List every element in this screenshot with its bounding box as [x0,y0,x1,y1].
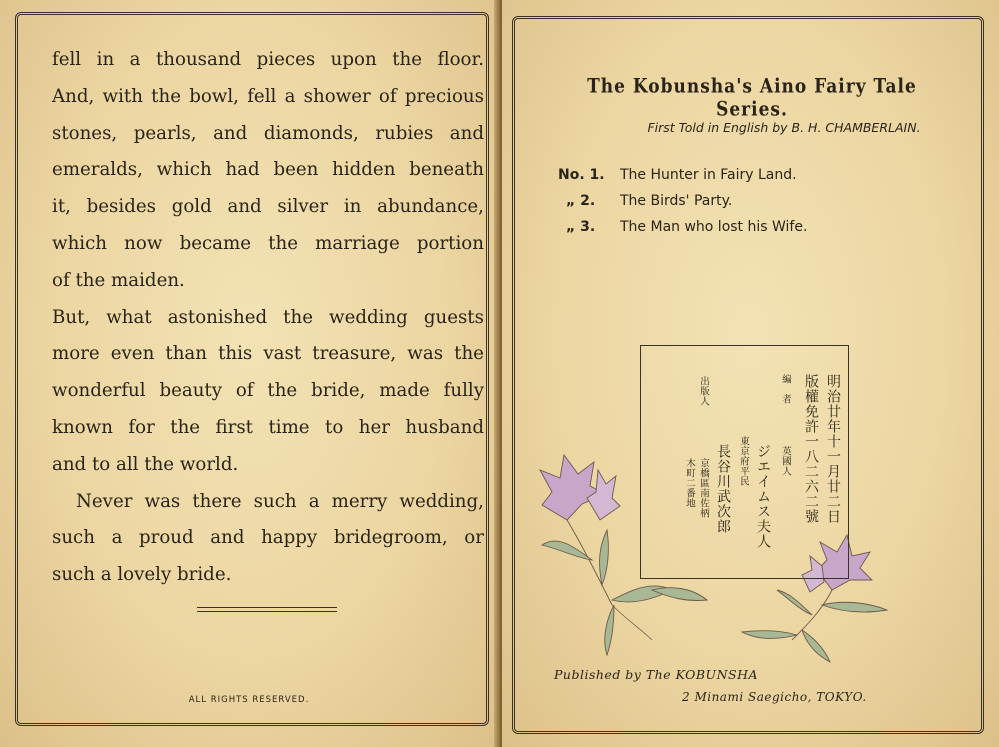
word: beneath [409,159,484,181]
word: fell [52,49,82,70]
list-item-number: „ 3. [566,219,596,235]
word: for [128,416,155,438]
word: such [52,527,95,549]
word: had [225,159,260,181]
word: and [213,122,248,144]
word: the [151,85,181,107]
word: wonderful [52,380,146,402]
word: bride, [311,380,366,402]
publisher-address: 2 Minami Saegicho, TOKYO. [682,690,867,704]
word: the [268,232,298,254]
word: wedding [329,306,408,328]
word: which [52,232,107,254]
word: merry [331,490,388,512]
text-line [52,152,484,189]
word: what [106,306,152,328]
word: upon [330,49,377,70]
word: in [96,49,115,70]
word: of [235,380,254,402]
word: diamonds, [263,122,359,144]
word: silver [277,196,329,218]
word: became [179,232,252,254]
word: this [218,343,253,365]
colophon-box [640,345,849,579]
word: Never [76,490,133,512]
word: the [392,49,422,70]
word: such a lovely bride. [52,564,232,586]
list-item-number: „ 2. [566,193,596,209]
colophon-editor-label: 編 者 [780,374,791,404]
word: with [102,85,143,107]
told-by-line: First Told in English by B. H. CHAMBERLAIN. [647,120,921,135]
word: stones, [52,122,118,144]
word: floor. [437,49,484,70]
list-item-title: The Hunter in Fairy Land. [620,167,797,183]
word: pieces [256,49,316,70]
word: which [156,159,212,181]
word: a [129,49,141,70]
word: a [284,85,296,107]
word: fully [443,380,484,402]
colophon-publisher-address1: 東京府平民 [738,436,749,486]
text-line [52,42,484,79]
word: and [227,196,262,218]
word: abundance, [377,196,484,218]
word: was [144,490,181,512]
word: and [210,527,245,549]
text-line [52,79,484,116]
word: bowl, [189,85,239,107]
word: the [267,380,298,402]
word: precious [404,85,484,107]
series-title: The Kobunsha's Aino Fairy Tale Series. [587,75,917,121]
word: vast [263,343,302,365]
right-page [502,0,999,747]
list-item-title: The Birds' Party. [620,193,733,209]
word: known [52,416,113,438]
text-line [52,447,484,484]
word: gold [171,196,212,218]
word: of [378,85,397,107]
word: in [343,196,362,218]
word: proud [139,527,194,549]
text-line [52,520,484,557]
word: been [273,159,319,181]
word: hidden [332,159,396,181]
word: than [165,343,207,365]
word: guests [423,306,484,328]
word: shower [303,85,371,107]
story-text [52,42,484,594]
word: time [268,416,310,438]
word: even [110,343,155,365]
text-line [52,336,484,373]
left-page [0,0,498,747]
list-item-title: The Man who lost his Wife. [620,219,808,235]
word: now [124,232,163,254]
word: such [253,490,297,512]
colophon-editor-name: ジエイムス夫人 [755,444,771,549]
colophon-publisher-name: 長谷川武次郎 [715,444,731,534]
word: a [308,490,320,512]
word: there [192,490,242,512]
word: or [464,527,484,549]
colophon-date: 明治廿年十一月廿二日 [825,374,841,524]
word: was [407,343,444,365]
word: her [358,416,390,438]
published-by-line: Published by The KOBUNSHA [554,667,758,682]
word: besides [86,196,156,218]
colophon-publisher-label: 出版人 [698,376,709,406]
text-line [52,484,484,521]
colophon-publisher-address2: 京橋區南佐柄 [698,458,709,518]
word: And, [52,85,95,107]
word: fell [247,85,277,107]
word: the [454,343,484,365]
text-line [52,557,484,594]
text-line [52,226,484,263]
rights-notice: ALL RIGHTS RESERVED. [188,695,310,705]
word: first [215,416,253,438]
text-line [52,116,484,153]
word: emeralds, [52,159,143,181]
word: and to all the world. [52,453,239,475]
colophon-editor-nationality: 英國人 [780,446,791,476]
text-line [52,263,484,300]
word: thousand [155,49,242,70]
word: it, [52,196,71,218]
text-line [52,410,484,447]
list-item-number: No. 1. [558,167,605,183]
word: treasure, [312,343,397,365]
word: But, [52,306,91,328]
word: of the maiden. [52,269,185,291]
word: the [170,416,201,438]
word: pearls, [133,122,197,144]
colophon-publisher-address3: 木町二番地 [684,458,695,508]
word: astonished [167,306,268,328]
word: a [111,527,123,549]
word: bridegroom, [333,527,448,549]
word: happy [261,527,318,549]
word: and [449,122,484,144]
end-rule [197,607,337,612]
text-line [52,189,484,226]
word: rubies [375,122,434,144]
word: husband [405,416,484,438]
word: wedding, [399,490,484,512]
word: marriage [315,232,400,254]
word: made [379,380,430,402]
text-line [52,373,484,410]
word: portion [416,232,484,254]
colophon-copyright: 版權免許一八二六二號 [803,374,819,524]
text-line [52,300,484,337]
word: to [325,416,344,438]
word: the [283,306,313,328]
word: more [52,343,100,365]
word: beauty [159,380,222,402]
